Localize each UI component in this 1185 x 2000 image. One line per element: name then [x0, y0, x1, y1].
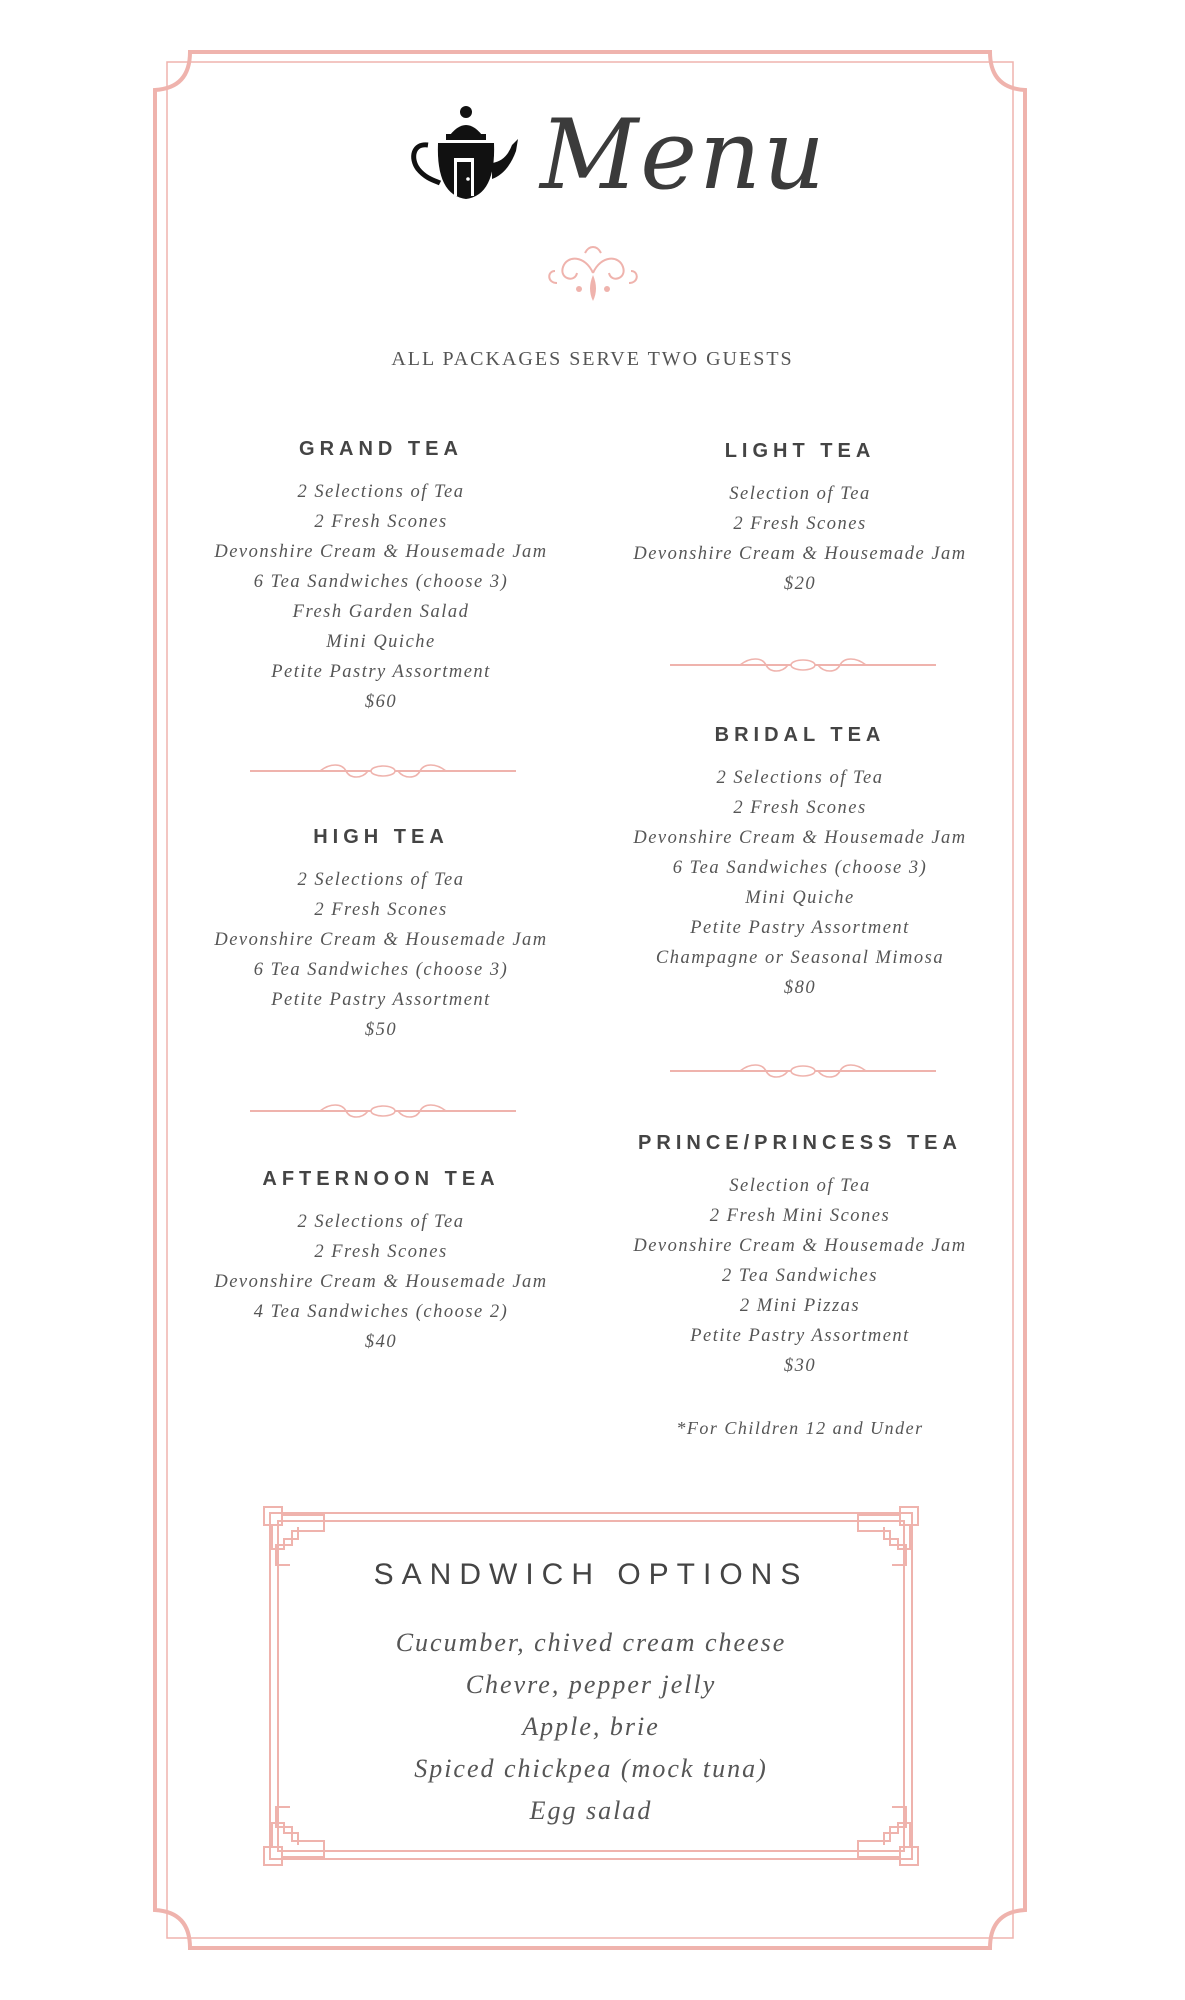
package-item: 2 Fresh Scones	[314, 512, 448, 532]
menu-title: Menu	[540, 99, 827, 211]
package-title: LIGHT TEA	[724, 440, 876, 462]
package-item: 4 Tea Sandwiches (choose 2)	[253, 1302, 509, 1322]
package-item: Devonshire Cream & Housemade Jam	[633, 1236, 967, 1256]
package-items	[171, 865, 591, 1015]
package-items	[590, 479, 1010, 569]
package-items	[590, 1171, 1010, 1351]
package-item: 6 Tea Sandwiches (choose 3)	[253, 960, 509, 980]
package-item: Devonshire Cream & Housemade Jam	[633, 544, 967, 564]
package-item: Mini Quiche	[326, 632, 436, 652]
package-item: Champagne or Seasonal Mimosa	[655, 948, 945, 968]
package-price: $20	[783, 574, 817, 594]
package-afternoon-tea	[171, 1168, 591, 1357]
sandwich-option: Apple, brie	[522, 1712, 660, 1741]
package-title: PRINCE/PRINCESS TEA	[638, 1132, 962, 1154]
package-item: Devonshire Cream & Housemade Jam	[214, 542, 548, 562]
package-prince-princess-tea	[590, 1132, 1010, 1381]
package-item: 2 Fresh Scones	[314, 900, 448, 920]
title-row	[0, 95, 1185, 215]
sandwich-options-list	[262, 1622, 920, 1832]
package-item: Petite Pastry Assortment	[690, 918, 910, 938]
flourish-ornament	[545, 245, 641, 305]
package-title: HIGH TEA	[313, 826, 449, 848]
sandwich-options-title: SANDWICH OPTIONS	[373, 1558, 809, 1591]
sandwich-option: Chevre, pepper jelly	[465, 1670, 717, 1699]
package-item: Mini Quiche	[745, 888, 855, 908]
package-item: Selection of Tea	[729, 1176, 871, 1196]
package-items	[171, 477, 591, 687]
package-item: Devonshire Cream & Housemade Jam	[214, 1272, 548, 1292]
package-title: GRAND TEA	[299, 438, 463, 460]
package-item: 2 Tea Sandwiches	[722, 1266, 878, 1286]
package-item: Petite Pastry Assortment	[271, 990, 491, 1010]
sandwich-option: Cucumber, chived cream cheese	[395, 1628, 787, 1657]
package-items	[171, 1207, 591, 1327]
package-title: AFTERNOON TEA	[262, 1168, 500, 1190]
package-price: $50	[364, 1020, 398, 1040]
package-item: 2 Selections of Tea	[297, 1212, 465, 1232]
package-grand-tea	[171, 438, 591, 717]
package-bridal-tea	[590, 724, 1010, 1003]
package-item: 2 Selections of Tea	[716, 768, 884, 788]
package-item: Devonshire Cream & Housemade Jam	[214, 930, 548, 950]
teapot-icon	[408, 103, 523, 203]
sandwich-option: Spiced chickpea (mock tuna)	[414, 1754, 768, 1783]
scroll-divider	[670, 1064, 936, 1078]
package-price: $30	[783, 1356, 817, 1376]
package-item: 2 Selections of Tea	[297, 870, 465, 890]
package-item: 2 Fresh Scones	[733, 514, 867, 534]
scroll-divider	[670, 658, 936, 672]
tagline: ALL PACKAGES SERVE TWO GUESTS	[391, 348, 794, 370]
package-light-tea	[590, 440, 1010, 599]
package-items	[590, 763, 1010, 973]
package-item: 6 Tea Sandwiches (choose 3)	[672, 858, 928, 878]
children-note: *For Children 12 and Under	[676, 1418, 924, 1438]
package-price: $60	[364, 692, 398, 712]
package-item: 2 Mini Pizzas	[739, 1296, 861, 1316]
package-item: 2 Fresh Scones	[733, 798, 867, 818]
scroll-divider	[250, 764, 516, 778]
package-item: Petite Pastry Assortment	[690, 1326, 910, 1346]
package-price: $80	[783, 978, 817, 998]
package-title: BRIDAL TEA	[714, 724, 886, 746]
package-price: $40	[364, 1332, 398, 1352]
package-item: 2 Fresh Scones	[314, 1242, 448, 1262]
package-high-tea	[171, 826, 591, 1045]
package-item: Petite Pastry Assortment	[271, 662, 491, 682]
package-item: 6 Tea Sandwiches (choose 3)	[253, 572, 509, 592]
package-item: Devonshire Cream & Housemade Jam	[633, 828, 967, 848]
scroll-divider	[250, 1104, 516, 1118]
package-item: 2 Selections of Tea	[297, 482, 465, 502]
package-item: 2 Fresh Mini Scones	[709, 1206, 891, 1226]
package-item: Fresh Garden Salad	[292, 602, 470, 622]
sandwich-option: Egg salad	[529, 1796, 653, 1825]
package-item: Selection of Tea	[729, 484, 871, 504]
